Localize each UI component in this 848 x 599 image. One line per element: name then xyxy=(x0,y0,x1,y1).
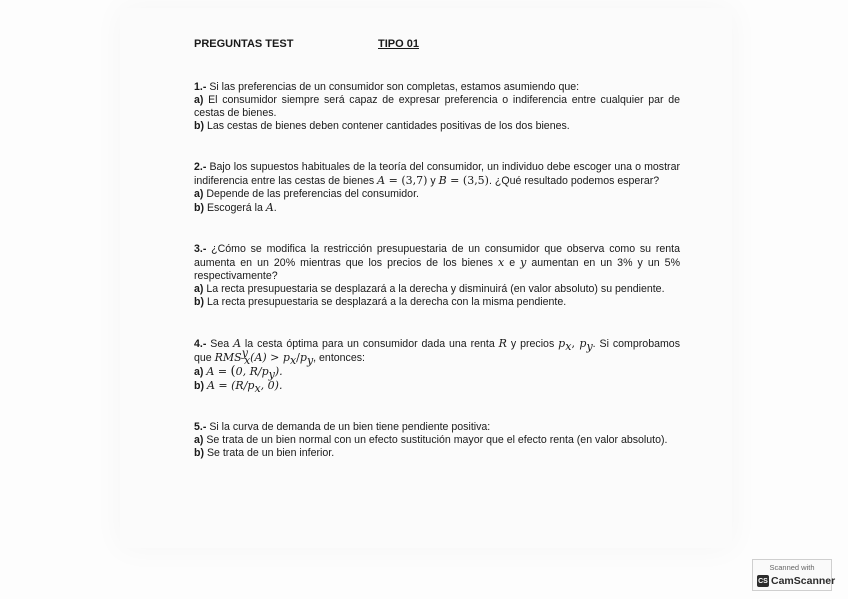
question-5-option-a: a) Se trata de un bien normal con un efecto sustitución mayor que el efecto renta (en valor absoluto). xyxy=(194,434,668,446)
question-5-option-b: b) Se trata de un bien inferior. xyxy=(194,447,335,459)
camscanner-logo-icon: CS xyxy=(757,575,769,587)
question-1 xyxy=(194,81,680,133)
badge-brand-name: CamScanner xyxy=(771,575,836,587)
question-4-stem: 4.- Sea A la cesta óptima para un consumidor dada una renta R y precios $p_x$, $p_y$. Si comprobamos que $RMS^y_x(A) > p_x/p_y$, entonces: xyxy=(194,337,680,368)
header-title: PREGUNTAS TEST xyxy=(194,38,294,50)
question-1-option-b: b) Las cestas de bienes deben contener cantidades positivas de los dos bienes. xyxy=(194,120,570,132)
question-3-option-a: a) La recta presupuestaria se desplazará a la derecha y disminuirá (en valor absoluto) su pendiente. xyxy=(194,283,665,295)
question-5-stem: 5.- Si la curva de demanda de un bien tiene pendiente positiva: xyxy=(194,421,491,433)
camscanner-badge xyxy=(752,559,836,591)
question-1-stem: 1.- Si las preferencias de un consumidor son completas, estamos asumiendo que: xyxy=(194,81,580,93)
question-3-option-b: b) La recta presupuestaria se desplazará a la derecha con la misma pendiente. xyxy=(194,296,567,308)
question-5 xyxy=(194,421,680,460)
question-1-option-a: a) El consumidor siempre será capaz de expresar preferencia o indiferencia entre cualquier par de cestas de bienes. xyxy=(194,94,680,119)
question-3 xyxy=(194,243,680,309)
badge-brand xyxy=(757,575,835,587)
question-2 xyxy=(194,161,680,215)
question-4 xyxy=(194,337,680,396)
test-document xyxy=(194,38,680,488)
document-header xyxy=(194,38,680,51)
question-2-stem: 2.- Bajo los supuestos habituales de la teoría del consumidor, un individuo debe escoger una o mostrar indiferencia entre las cestas de bienes A = (3,7) y B = (3,5). ¿Qué resultado podemos esperar? xyxy=(194,161,680,187)
question-4-option-a: a) A = (0, $R/p_y$). xyxy=(194,364,283,382)
header-tipo: TIPO 01 xyxy=(378,38,419,50)
badge-scanned-with: Scanned with xyxy=(769,563,815,572)
question-2-option-b: b) Escogerá la A. xyxy=(194,201,277,214)
question-3-stem: 3.- ¿Cómo se modifica la restricción presupuestaria de un consumidor que observa como su renta aumenta en un 20% mientras que los precios de los bienes x e y aumentan en un 3% y un 5% respectivamente? xyxy=(194,243,680,282)
question-2-option-a: a) Depende de las preferencias del consumidor. xyxy=(194,188,419,200)
question-4-option-b: b) $A = (R/p_x$, 0). xyxy=(194,379,283,396)
